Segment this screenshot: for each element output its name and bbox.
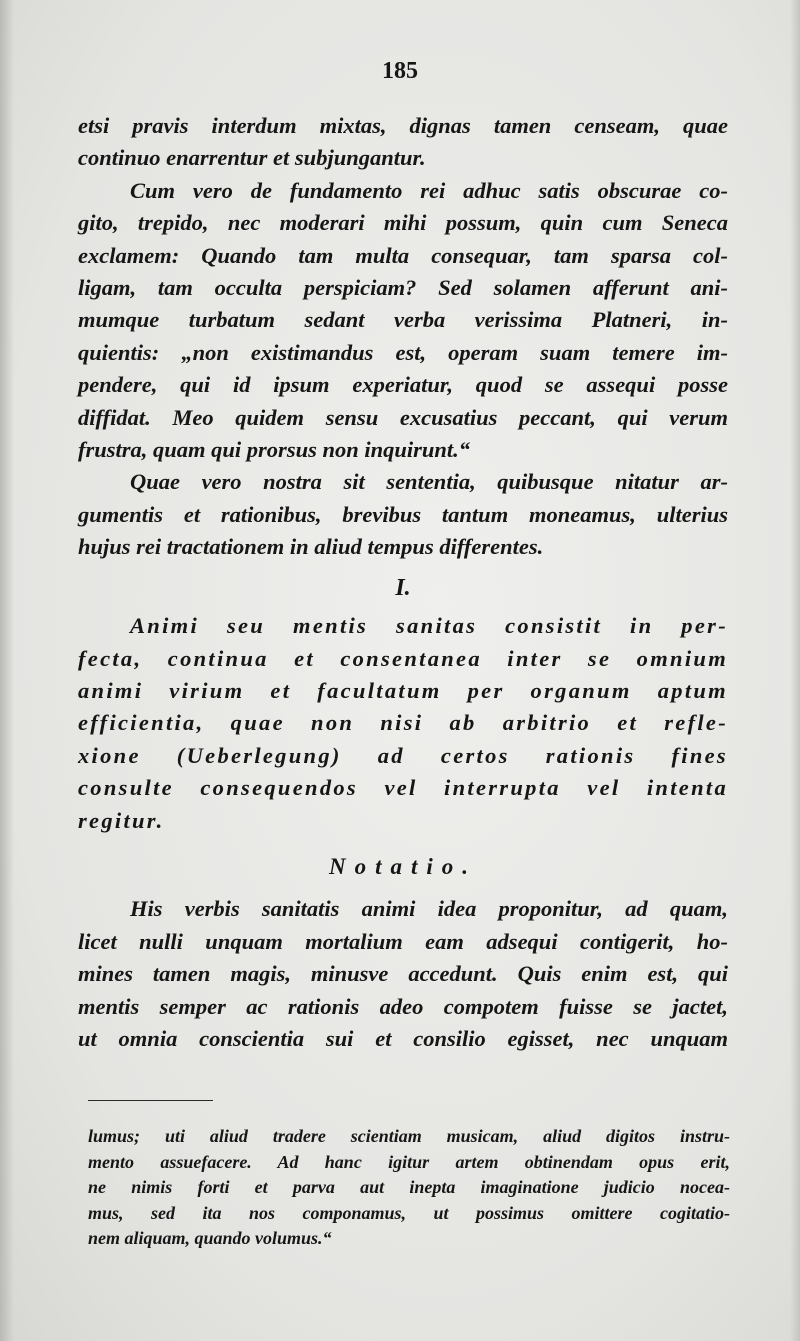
thesis-line: consulte consequendos vel interrupta vel intenta — [78, 775, 728, 801]
thesis-line: animi virium et facultatum per organum aptum — [78, 677, 728, 703]
text-line: licet nulli unquam mortalium eam adsequi contigerit, ho- — [78, 928, 728, 954]
footnote-line: lumus; uti aliud tradere scientiam musicam, aliud digitos instru- — [88, 1126, 730, 1146]
text-line: frustra, quam qui prorsus non inquirunt.“ — [78, 437, 471, 463]
text-line: mumque turbatum sedant verba verissima Platneri, in- — [78, 307, 728, 333]
footnote-rule — [88, 1100, 213, 1101]
text-line: etsi pravis interdum mixtas, dignas tamen censeam, quae — [78, 113, 728, 138]
text-line: gito, trepido, nec moderari mihi possum, quin cum Seneca — [78, 210, 728, 236]
text-line: mentis semper ac rationis adeo compotem fuisse se jactet, — [78, 993, 728, 1019]
thesis-line: efficientia, quae non nisi ab arbitrio et refle- — [78, 710, 728, 736]
text-line: exclamem: Quando tam multa consequar, tam sparsa col- — [78, 242, 728, 268]
thesis-line: regitur. — [78, 807, 165, 833]
text-line: gumentis et rationibus, brevibus tantum moneamus, ulterius — [78, 501, 728, 527]
main-text — [78, 110, 728, 1055]
text-line: Quae vero nostra sit sententia, quibusque nitatur ar- — [130, 469, 728, 495]
footnote-line: mus, sed ita nos componamus, ut possimus omittere cogitatio- — [88, 1202, 730, 1223]
text-line: hujus rei tractationem in aliud tempus differentes. — [78, 534, 544, 560]
notatio-heading: Notatio. — [328, 853, 478, 879]
text-line: ut omnia conscientia sui et consilio egisset, nec unquam — [78, 1025, 728, 1051]
text-line: diffidat. Meo quidem sensu excusatius peccant, qui verum — [78, 404, 728, 430]
thesis-line: Animi seu mentis sanitas consistit in per- — [130, 613, 728, 639]
text-line: Cum vero de fundamento rei adhuc satis obscurae co- — [130, 177, 728, 203]
footnote-line: ne nimis forti et parva aut inepta imaginatione judicio nocea- — [88, 1177, 730, 1198]
thesis-line: fecta, continua et consentanea inter se omnium — [78, 645, 728, 671]
text-line: His verbis sanitatis animi idea proponitur, ad quam, — [130, 896, 728, 922]
text-line: pendere, qui id ipsum experiatur, quod se assequi posse — [78, 372, 728, 398]
page-number: 185 — [382, 58, 418, 84]
footnote-line: mento assuefacere. Ad hanc igitur artem obtinendam opus erit, — [88, 1151, 730, 1172]
thesis-line: xione (Ueberlegung) ad certos rationis fines — [78, 742, 728, 768]
section-number: I. — [395, 574, 411, 601]
text-line: mines tamen magis, minusve accedunt. Quis enim est, qui — [78, 961, 728, 987]
text-line: continuo enarrentur et subjungantur. — [78, 145, 426, 171]
text-line: quientis: „non existimandus est, operam suam temere im- — [78, 339, 728, 365]
text-line: ligam, tam occulta perspiciam? Sed solamen afferunt ani- — [78, 275, 728, 301]
gutter-shadow — [0, 0, 14, 1341]
footnote-line: nem aliquam, quando volumus.“ — [88, 1228, 332, 1249]
edge-shadow — [790, 0, 800, 1341]
footnote — [88, 1124, 730, 1252]
